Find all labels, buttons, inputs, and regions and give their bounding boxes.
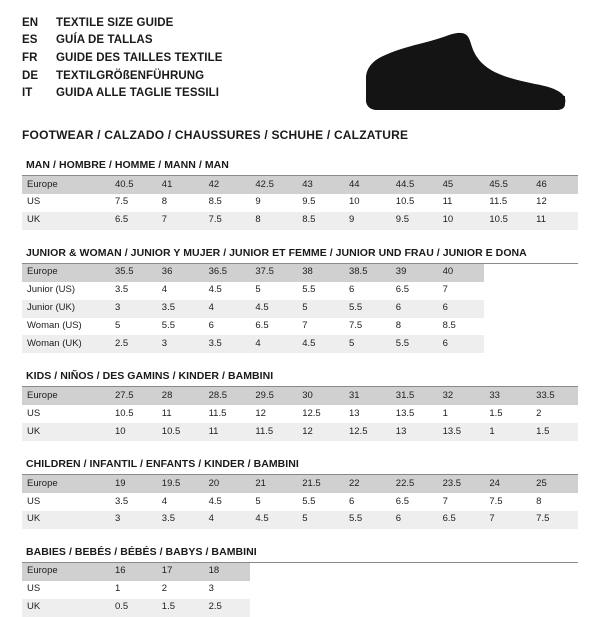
cell: 7.5 bbox=[531, 511, 578, 529]
cell: 2 bbox=[161, 583, 168, 595]
table-row bbox=[22, 475, 578, 493]
cell: 6 bbox=[208, 320, 214, 332]
cell: 3 bbox=[157, 335, 204, 353]
cell: 8 bbox=[536, 495, 542, 507]
language-row bbox=[22, 14, 223, 32]
row-label: US bbox=[27, 407, 41, 419]
cell: 3.5 bbox=[115, 284, 129, 296]
row-label: US bbox=[27, 495, 41, 507]
cell: 36.5 bbox=[204, 264, 251, 282]
cell: 1 bbox=[484, 423, 531, 441]
language-text: GUÍA DE TALLAS bbox=[56, 34, 153, 47]
row-label: Europe bbox=[22, 387, 110, 405]
cell: 46 bbox=[531, 176, 578, 194]
cell-empty bbox=[297, 563, 344, 581]
row-label: UK bbox=[22, 511, 110, 529]
table-row bbox=[22, 194, 578, 212]
cell: 4.5 bbox=[208, 284, 222, 296]
cell: 6 bbox=[438, 335, 485, 353]
row-label: US bbox=[27, 583, 41, 595]
cell: 20 bbox=[204, 475, 251, 493]
section-children bbox=[22, 458, 578, 529]
cell: 3.5 bbox=[204, 335, 251, 353]
cell: 33.5 bbox=[531, 387, 578, 405]
cell: 8.5 bbox=[442, 320, 456, 332]
language-code: EN bbox=[22, 16, 39, 29]
cell: 5.5 bbox=[391, 335, 438, 353]
cell: 5 bbox=[297, 300, 344, 318]
cell: 11 bbox=[442, 196, 453, 208]
cell: 3 bbox=[110, 300, 157, 318]
cell: 6.5 bbox=[438, 511, 485, 529]
cell: 28 bbox=[157, 387, 204, 405]
cell: 8.5 bbox=[297, 212, 344, 230]
section-junior-woman bbox=[22, 247, 578, 354]
cell-empty bbox=[484, 282, 531, 300]
cell: 4 bbox=[161, 495, 168, 507]
cell-empty bbox=[531, 282, 578, 300]
language-text: GUIDE DES TAILLES TEXTILE bbox=[56, 51, 223, 64]
cell: 0.5 bbox=[110, 599, 157, 617]
table-row bbox=[22, 264, 578, 282]
table-row bbox=[22, 563, 578, 581]
table-row bbox=[22, 405, 578, 423]
size-table-kids bbox=[22, 387, 578, 441]
section-title: MAN / HOMBRE / HOMME / MANN / MAN bbox=[26, 159, 229, 171]
row-label: Europe bbox=[22, 563, 110, 581]
section-title: CHILDREN / INFANTIL / ENFANTS / KINDER / BAMBINI bbox=[26, 458, 299, 471]
cell-empty bbox=[531, 318, 578, 336]
cell-empty bbox=[250, 581, 297, 599]
cell: 10 bbox=[110, 423, 157, 441]
cell: 4.5 bbox=[297, 335, 344, 353]
cell: 45.5 bbox=[484, 176, 531, 194]
cell: 12.5 bbox=[344, 423, 391, 441]
cell: 1.5 bbox=[531, 423, 578, 441]
cell: 38.5 bbox=[344, 264, 391, 282]
cell: 6.5 bbox=[110, 212, 157, 230]
table-row bbox=[22, 423, 578, 441]
cell: 11.5 bbox=[208, 407, 227, 419]
row-label: Europe bbox=[22, 475, 110, 493]
cell: 13 bbox=[348, 407, 360, 419]
cell: 28.5 bbox=[204, 387, 251, 405]
row-label: Woman (US) bbox=[27, 320, 82, 332]
cell: 16 bbox=[110, 563, 157, 581]
cell: 19.5 bbox=[157, 475, 204, 493]
table-row bbox=[22, 282, 578, 300]
cell-empty bbox=[250, 563, 297, 581]
cell-empty bbox=[438, 563, 485, 581]
language-code: DE bbox=[22, 69, 39, 82]
cell: 11.5 bbox=[250, 423, 297, 441]
language-code: FR bbox=[22, 51, 38, 64]
language-title-list bbox=[22, 14, 223, 103]
cell: 45 bbox=[438, 176, 485, 194]
cell: 4 bbox=[250, 335, 297, 353]
cell-empty bbox=[484, 563, 531, 581]
cell: 3.5 bbox=[157, 300, 204, 318]
cell: 12 bbox=[297, 423, 344, 441]
cell: 11 bbox=[161, 407, 172, 419]
cell: 4 bbox=[204, 300, 251, 318]
cell: 10.5 bbox=[115, 407, 134, 419]
cell: 6.5 bbox=[255, 320, 269, 332]
cell: 7 bbox=[157, 212, 204, 230]
cell: 44 bbox=[344, 176, 391, 194]
cell: 40.5 bbox=[110, 176, 157, 194]
cell: 22 bbox=[344, 475, 391, 493]
table-row bbox=[22, 387, 578, 405]
cell: 8.5 bbox=[208, 196, 222, 208]
cell: 5.5 bbox=[344, 511, 391, 529]
table-row bbox=[22, 335, 578, 353]
cell: 30 bbox=[297, 387, 344, 405]
cell-empty bbox=[531, 599, 578, 617]
cell: 35.5 bbox=[110, 264, 157, 282]
cell: 7.5 bbox=[204, 212, 251, 230]
cell: 12 bbox=[536, 196, 547, 208]
table-row bbox=[22, 599, 578, 617]
size-table-man bbox=[22, 176, 578, 230]
cell: 43 bbox=[297, 176, 344, 194]
row-label: Europe bbox=[22, 176, 110, 194]
cell: 31.5 bbox=[391, 387, 438, 405]
language-text: GUIDA ALLE TAGLIE TESSILI bbox=[56, 87, 220, 100]
cell: 29.5 bbox=[250, 387, 297, 405]
cell: 7.5 bbox=[348, 320, 363, 332]
cell: 27.5 bbox=[110, 387, 157, 405]
cell: 23.5 bbox=[438, 475, 485, 493]
row-label: UK bbox=[22, 599, 110, 617]
footwear-title: FOOTWEAR / CALZADO / CHAUSSURES / SCHUHE / CALZATURE bbox=[22, 128, 409, 142]
cell: 11 bbox=[204, 423, 251, 441]
cell-empty bbox=[484, 599, 531, 617]
language-text: TEXTILGRÖßENFÜHRUNG bbox=[56, 69, 205, 82]
cell: 10 bbox=[438, 212, 485, 230]
cell-empty bbox=[531, 264, 578, 282]
table-row bbox=[22, 176, 578, 194]
cell: 5 bbox=[297, 511, 344, 529]
size-table-children bbox=[22, 475, 578, 529]
cell: 39 bbox=[391, 264, 438, 282]
cell: 6 bbox=[391, 300, 438, 318]
cell: 31 bbox=[344, 387, 391, 405]
cell-empty bbox=[391, 563, 438, 581]
cell: 7 bbox=[302, 320, 308, 332]
cell-empty bbox=[344, 599, 391, 617]
cell: 6.5 bbox=[395, 284, 409, 296]
cell-empty bbox=[391, 599, 438, 617]
cell: 13 bbox=[391, 423, 438, 441]
cell: 2.5 bbox=[204, 599, 251, 617]
cell: 8 bbox=[395, 320, 402, 332]
cell: 3 bbox=[208, 583, 214, 595]
cell: 1.5 bbox=[157, 599, 204, 617]
size-table-junior-woman bbox=[22, 264, 578, 354]
cell: 7 bbox=[484, 511, 531, 529]
table-row bbox=[22, 212, 578, 230]
cell: 12 bbox=[255, 407, 266, 419]
language-code: ES bbox=[22, 34, 38, 47]
cell-empty bbox=[484, 335, 531, 353]
cell-empty bbox=[438, 581, 485, 599]
cell: 7.5 bbox=[115, 196, 129, 208]
cell: 37.5 bbox=[250, 264, 297, 282]
cell: 24 bbox=[484, 475, 531, 493]
cell: 9 bbox=[344, 212, 391, 230]
cell: 6 bbox=[348, 495, 355, 507]
row-label: US bbox=[27, 196, 41, 208]
cell: 19 bbox=[110, 475, 157, 493]
cell: 3.5 bbox=[157, 511, 204, 529]
table-row bbox=[22, 318, 578, 336]
cell: 11.5 bbox=[489, 196, 508, 208]
language-code: IT bbox=[22, 87, 33, 100]
cell: 1 bbox=[115, 583, 121, 595]
cell-empty bbox=[250, 599, 297, 617]
section-kids bbox=[22, 370, 578, 441]
cell: 8 bbox=[250, 212, 297, 230]
cell: 13.5 bbox=[438, 423, 485, 441]
cell: 9.5 bbox=[302, 196, 316, 208]
row-label: Europe bbox=[22, 264, 110, 282]
cell: 7.5 bbox=[489, 495, 503, 507]
cell: 4 bbox=[161, 284, 168, 296]
cell: 4 bbox=[204, 511, 251, 529]
cell: 36 bbox=[157, 264, 204, 282]
cell: 3 bbox=[110, 511, 157, 529]
cell: 44.5 bbox=[391, 176, 438, 194]
row-label: UK bbox=[22, 423, 110, 441]
cell: 25 bbox=[531, 475, 578, 493]
row-label: Woman (UK) bbox=[22, 335, 110, 353]
cell: 3.5 bbox=[115, 495, 129, 507]
table-row bbox=[22, 300, 578, 318]
cell: 10.5 bbox=[395, 196, 415, 208]
cell: 5 bbox=[255, 495, 261, 507]
size-table-babies bbox=[22, 563, 578, 617]
cell: 5 bbox=[344, 335, 391, 353]
cell: 4.5 bbox=[250, 511, 297, 529]
cell-empty bbox=[391, 581, 438, 599]
cell: 33 bbox=[484, 387, 531, 405]
cell: 6 bbox=[391, 511, 438, 529]
cell: 32 bbox=[438, 387, 485, 405]
cell: 8 bbox=[161, 196, 168, 208]
cell: 1.5 bbox=[489, 407, 503, 419]
table-row bbox=[22, 581, 578, 599]
cell-empty bbox=[438, 599, 485, 617]
cell: 42.5 bbox=[250, 176, 297, 194]
dress-shoe-icon bbox=[357, 26, 572, 114]
language-row bbox=[22, 67, 223, 85]
section-title: JUNIOR & WOMAN / JUNIOR Y MUJER / JUNIOR ET FEMME / JUNIOR UND FRAU / JUNIOR E DONA bbox=[26, 246, 527, 259]
cell: 5.5 bbox=[302, 284, 316, 296]
cell: 7 bbox=[442, 495, 448, 507]
cell: 6 bbox=[348, 284, 355, 296]
cell: 10.5 bbox=[484, 212, 531, 230]
cell: 42 bbox=[204, 176, 251, 194]
document-header bbox=[22, 14, 578, 114]
cell-empty bbox=[531, 563, 578, 581]
cell: 21 bbox=[250, 475, 297, 493]
cell: 5 bbox=[115, 320, 121, 332]
cell: 5.5 bbox=[161, 320, 176, 332]
language-row bbox=[22, 32, 223, 50]
cell: 9.5 bbox=[391, 212, 438, 230]
cell-empty bbox=[344, 581, 391, 599]
language-title-body bbox=[22, 14, 223, 103]
table-row bbox=[22, 511, 578, 529]
language-text: TEXTILE SIZE GUIDE bbox=[56, 16, 174, 29]
cell-empty bbox=[484, 264, 531, 282]
cell-empty bbox=[531, 581, 578, 599]
cell: 12.5 bbox=[302, 407, 321, 419]
cell-empty bbox=[344, 563, 391, 581]
cell: 41 bbox=[157, 176, 204, 194]
row-label: Junior (US) bbox=[27, 284, 76, 296]
cell: 5.5 bbox=[344, 300, 391, 318]
cell: 6.5 bbox=[395, 495, 409, 507]
language-row bbox=[22, 49, 223, 67]
cell: 40 bbox=[438, 264, 485, 282]
section-man bbox=[22, 159, 578, 230]
table-row bbox=[22, 493, 578, 511]
cell: 7 bbox=[442, 284, 448, 296]
cell-empty bbox=[531, 300, 578, 318]
cell: 5.5 bbox=[302, 495, 316, 507]
cell: 18 bbox=[204, 563, 251, 581]
cell: 21.5 bbox=[297, 475, 344, 493]
cell-empty bbox=[297, 599, 344, 617]
cell: 9 bbox=[255, 196, 261, 208]
cell: 17 bbox=[157, 563, 204, 581]
cell: 22.5 bbox=[391, 475, 438, 493]
cell: 10 bbox=[348, 196, 360, 208]
section-title: BABIES / BEBÉS / BÉBÉS / BABYS / BAMBINI bbox=[26, 545, 257, 558]
cell: 5 bbox=[255, 284, 261, 296]
cell: 11 bbox=[531, 212, 578, 230]
cell: 10.5 bbox=[157, 423, 204, 441]
cell-empty bbox=[531, 335, 578, 353]
language-row bbox=[22, 85, 223, 103]
cell: 2 bbox=[536, 407, 542, 419]
section-title: KIDS / NIÑOS / DES GAMINS / KINDER / BAMBINI bbox=[26, 370, 274, 383]
cell: 38 bbox=[297, 264, 344, 282]
cell-empty bbox=[484, 318, 531, 336]
section-babies bbox=[22, 546, 578, 617]
cell: 1 bbox=[442, 407, 448, 419]
cell: 4.5 bbox=[208, 495, 222, 507]
row-label: Junior (UK) bbox=[22, 300, 110, 318]
cell: 4.5 bbox=[250, 300, 297, 318]
cell-empty bbox=[484, 581, 531, 599]
row-label: UK bbox=[22, 212, 110, 230]
cell-empty bbox=[297, 581, 344, 599]
cell: 6 bbox=[438, 300, 485, 318]
cell: 13.5 bbox=[395, 407, 415, 419]
cell-empty bbox=[484, 300, 531, 318]
cell: 2.5 bbox=[110, 335, 157, 353]
